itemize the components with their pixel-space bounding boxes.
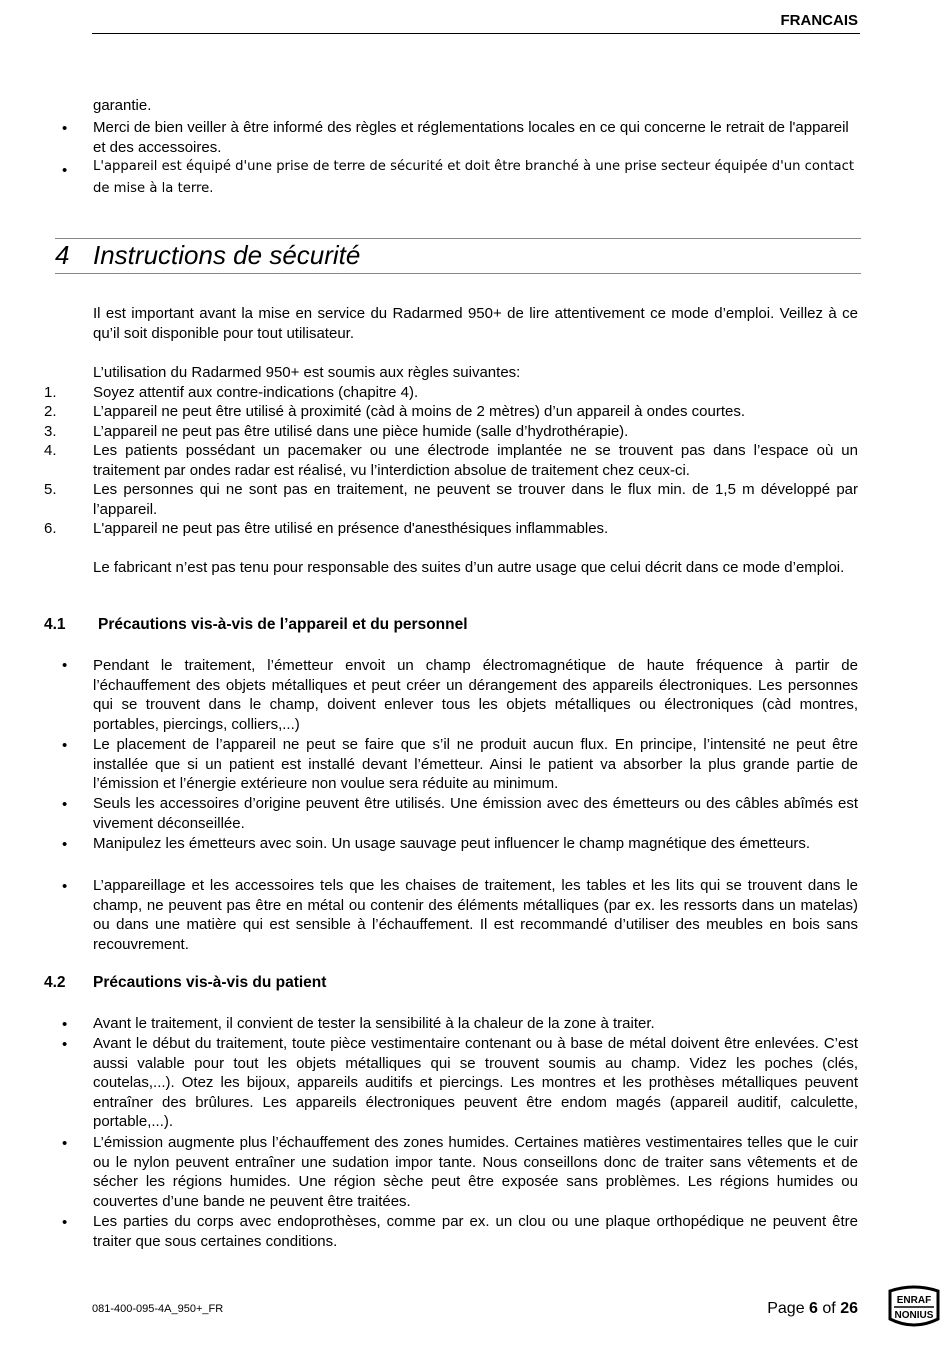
bullet-icon: • [62,162,68,179]
rule-number: 4. [44,442,57,459]
section-rule-bottom [55,273,861,274]
rule-text: Les patients possédant un pacemaker ou une électrode implantée ne se trouvent pas dans l’espace où un traitement par ondes radar est réalisé, vu l’interdiction absolue de traitement chez ceux-ci. [93,442,858,479]
subsection-number: 4.1 [44,616,66,633]
page-of: of [822,1300,836,1317]
section-intro-paragraph: Il est important avant la mise en service du Radarmed 950+ de lire attentivement ce mode d’emploi. Veillez à ce qu’il soit disponible pour tout utilisateur. [93,305,858,342]
intro-bullet-1: Merci de bien veiller à être informé des règles et réglementations locales en ce qui concerne le retrait de l'appareil et des accessoires. [93,119,849,156]
bullet-icon: • [62,878,68,895]
page-word: Page [767,1300,805,1317]
subsection-title: Précautions vis-à-vis de l’appareil et du personnel [98,616,468,633]
list-item: Seuls les accessoires d’origine peuvent être utilisés. Une émission avec des émetteurs ou des câbles abîmés est vivement déconseillée. [93,795,858,832]
bullet-icon: • [62,796,68,813]
section-title: Instructions de sécurité [93,240,361,270]
list-item: Pendant le traitement, l’émetteur envoit un champ électromagnétique de haute fréquence à partir de l’échauffement des objets métalliques et peut créer un dérangement des appareils électroniques. Les personnes qui se trouvent dans le champ, doivent enlever tous les objets métalliques ou électroniques (càd montres, portables, piercings, colliers,...) [93,657,858,733]
rule-number: 6. [44,520,57,537]
list-item: Avant le début du traitement, toute pièce vestimentaire contenant ou à base de métal doivent être enlevées. C’est aussi valable pour tout les objets métalliques qui se trouvent soumis au champ. Videz les poches (clés, coutelas,...). Otez les bijoux, appareils auditifs et piercings. Les montres et les prothèses métalliques peuvent entraîner des brûlures. Les appareils électroniques peuvent être endom magés (appareil auditif, calculette, portable,...). [93,1035,858,1130]
subsection-heading [44,616,468,634]
page-total: 26 [840,1300,858,1317]
intro-bullet-2: L'appareil est équipé d'une prise de terre de sécurité et doit être branché à une prise secteur équipée d'un contact de mise à la terre. [93,159,855,196]
document-reference: 081-400-095-4A_950+_FR [92,1303,224,1315]
bullet-icon: • [62,120,68,137]
rule-text: Les personnes qui ne sont pas en traitement, ne peuvent se trouver dans le flux min. de 1,5 m développé par l’appareil. [93,481,858,518]
list-item: L’appareillage et les accessoires tels que les chaises de traitement, les tables et les lits qui se trouvent dans le champ, ne peuvent pas être en métal ou contenir des éléments métalliques (par ex. les ressorts dans un matelas) ou dans une matière qui est sensible à l’échauffement. Il est recommandé d’utiliser des meubles en bois sans recouvrement. [93,877,858,953]
logo-line-2: NONIUS [894,1310,934,1321]
bullet-icon: • [62,1016,68,1033]
bullet-icon: • [62,1214,68,1231]
list-item: L’émission augmente plus l’échauffement des zones humides. Certaines matières vestimentaires telles que le cuir ou le nylon peuvent entraîner une sudation impor tante. Nous conseillons donc de traiter sans vêtements et de sécher les régions humides. Une région sèche peut être exposée sans problèmes. Les régions humides ou couvertes d’une bande ne peuvent être traitées. [93,1134,858,1210]
rule-text: Soyez attentif aux contre-indications (chapitre 4). [93,384,419,401]
subsection-number: 4.2 [44,974,66,991]
list-item: Le placement de l’appareil ne peut se faire que s’il ne produit aucun flux. En principe, l’intensité ne peut être installée que si un patient est installé devant l’émetteur. Ainsi le patient va absorber la plus grande partie de l’émission et l’énergie extérieure non voulue sera réduite au minimum. [93,736,858,792]
list-item: Les parties du corps avec endoprothèses, comme par ex. un clou ou une plaque orthopédique ne peuvent être traiter que sous certaines conditions. [93,1213,858,1250]
section-rule-top [55,238,861,239]
section-heading [55,240,360,271]
rule-number: 5. [44,481,57,498]
disclaimer: Le fabricant n’est pas tenu pour responsable des suites d’un autre usage que celui décrit dans ce mode d’emploi. [93,559,845,576]
list-item: Manipulez les émetteurs avec soin. Un usage sauvage peut influencer le champ magnétique des émetteurs. [93,835,811,852]
page-header [92,0,860,34]
bullet-icon: • [62,836,68,853]
page-number [767,1300,858,1318]
page-current: 6 [809,1300,818,1317]
header-language: FRANCAIS [780,12,858,29]
rule-number: 3. [44,423,57,440]
rule-number: 1. [44,384,57,401]
bullet-icon: • [62,657,68,674]
intro-continuation: garantie. [93,97,152,114]
subsection-heading [44,974,326,992]
enraf-nonius-logo [886,1283,942,1331]
rule-text: L’appareil ne peut être utilisé à proximité (càd à moins de 2 mètres) d’un appareil à ondes courtes. [93,403,746,420]
bullet-icon: • [62,1135,68,1152]
rule-number: 2. [44,403,57,420]
bullet-icon: • [62,737,68,754]
bullet-icon: • [62,1036,68,1053]
rule-text: L’appareil ne peut pas être utilisé dans une pièce humide (salle d’hydrothérapie). [93,423,629,440]
rule-text: L'appareil ne peut pas être utilisé en présence d'anesthésiques inflammables. [93,520,609,537]
section-number: 4 [55,240,70,270]
subsection-title: Précautions vis-à-vis du patient [93,974,327,991]
list-item: Avant le traitement, il convient de tester la sensibilité à la chaleur de la zone à traiter. [93,1015,655,1032]
rules-intro: L’utilisation du Radarmed 950+ est soumis aux règles suivantes: [93,364,521,381]
logo-line-1: ENRAF [896,1295,932,1306]
